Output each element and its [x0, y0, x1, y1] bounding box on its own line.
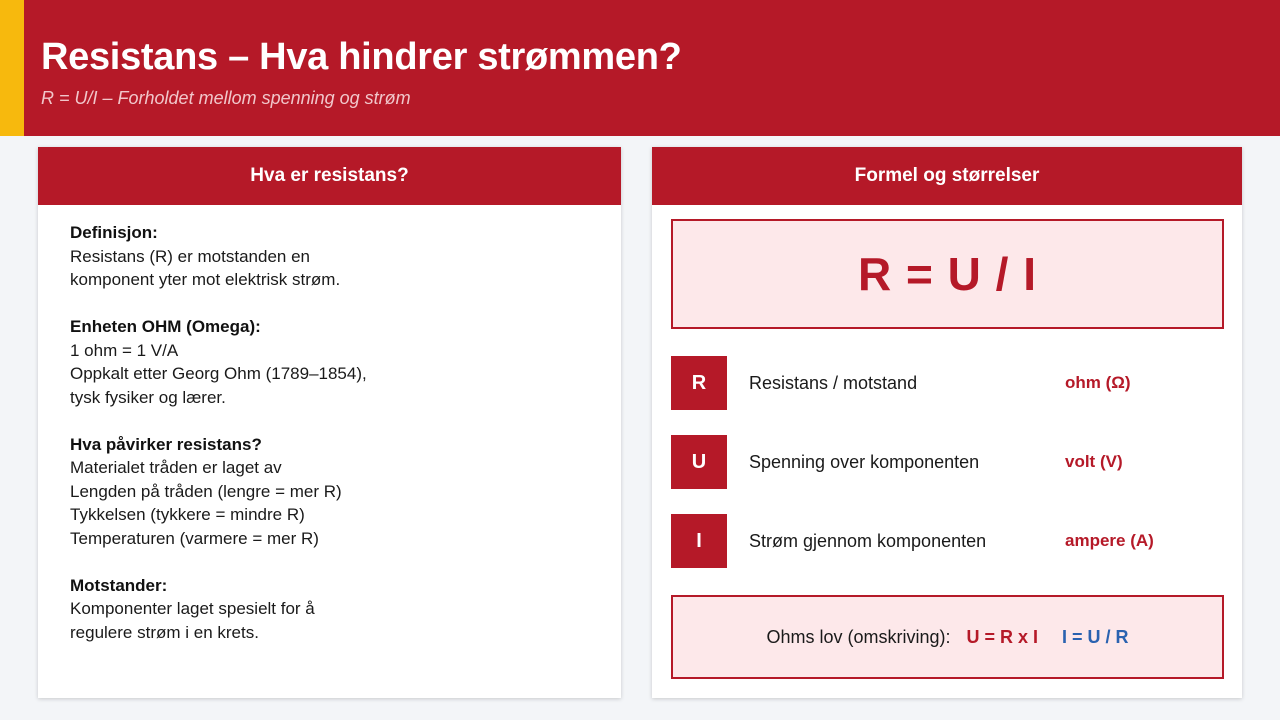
section-line: 1 ohm = 1 V/A — [70, 340, 179, 360]
section-line: Temperaturen (varmere = mer R) — [70, 528, 319, 548]
variable-description: Strøm gjennom komponenten — [749, 530, 987, 551]
main-formula: R = U / I — [671, 219, 1224, 329]
section-line: komponent yter mot elektrisk strøm. — [70, 270, 341, 289]
ohms-law-form-i: I = U / R — [1062, 626, 1129, 647]
section-title: Definisjon: — [70, 223, 158, 242]
page-title: Resistans – Hva hindrer strømmen? — [41, 36, 682, 78]
symbol-badge: U — [671, 435, 727, 489]
definition-card — [38, 147, 621, 698]
section-line: tysk fysiker og lærer. — [70, 387, 226, 407]
variable-description: Resistans / motstand — [749, 372, 918, 393]
variable-unit: ampere (A) — [1065, 531, 1154, 550]
formula-card — [652, 147, 1242, 698]
section-line: Materialet tråden er laget av — [70, 458, 282, 477]
symbol-badge: R — [671, 356, 727, 410]
section-line: regulere strøm i en krets. — [70, 622, 259, 642]
section-pavirker — [70, 433, 621, 551]
section-line: Lengden på tråden (lengre = mer R) — [70, 481, 342, 501]
variable-row-i — [671, 514, 1224, 568]
formula-card-heading: Formel og størrelser — [652, 147, 1242, 205]
variable-unit: ohm (Ω) — [1065, 373, 1131, 392]
section-title: Enheten OHM (Omega): — [70, 317, 261, 336]
header-accent-bar — [0, 0, 24, 136]
symbol-badge: I — [671, 514, 727, 568]
section-title: Motstander: — [70, 575, 168, 595]
variable-description: Spenning over komponenten — [749, 451, 980, 472]
variable-unit: volt (V) — [1065, 452, 1123, 471]
definition-card-body — [38, 205, 621, 644]
section-line: Komponenter laget spesielt for å — [70, 599, 315, 618]
ohms-law-form-u: U = R x I — [966, 626, 1039, 647]
section-motstander — [70, 574, 621, 645]
ohms-law-box — [671, 595, 1224, 679]
section-definisjon — [70, 221, 621, 292]
section-line: Resistans (R) er motstanden en — [70, 246, 310, 266]
variable-row-r — [671, 356, 1224, 410]
variable-row-u — [671, 435, 1224, 489]
header-banner — [0, 0, 1280, 136]
section-enheten — [70, 315, 621, 409]
definition-card-heading: Hva er resistans? — [38, 147, 621, 205]
section-line: Oppkalt etter Georg Ohm (1789–1854), — [70, 364, 367, 383]
section-line: Tykkelsen (tykkere = mindre R) — [70, 505, 305, 524]
page-subtitle: R = U/I – Forholdet mellom spenning og strøm — [41, 88, 411, 108]
ohms-law-label: Ohms lov (omskriving): — [766, 626, 951, 647]
section-title: Hva påvirker resistans? — [70, 434, 262, 454]
